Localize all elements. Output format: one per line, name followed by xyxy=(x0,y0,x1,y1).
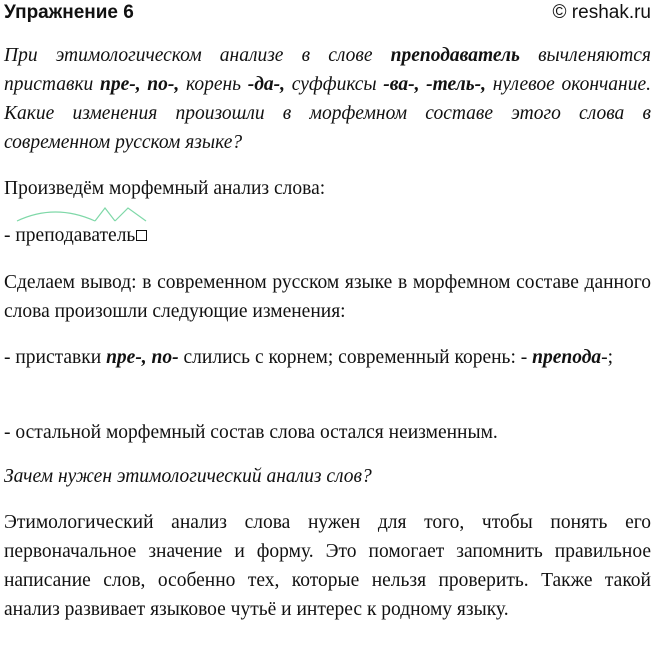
morpheme-marks xyxy=(15,207,155,223)
text: слились с корнем; современный корень: - xyxy=(178,347,533,368)
answer: Этимологический анализ слова нужен для того, чтобы понять его первоначальное значение и форму. Это помогает запомнить правильное написание слов, особенно тех, которые нельзя проверить. Также такой анализ развивает языковое чутьё и интерес к родному языку. xyxy=(4,512,651,620)
conclusion: Сделаем вывод: в современном русском языке в морфемном составе данного слова произошли следующие изменения: xyxy=(4,272,651,322)
task-part: суффиксы xyxy=(285,74,384,95)
task-part: нулевое окончание. Какие изменения произошли в морфемном составе этого слова в современном русском языке? xyxy=(4,74,652,153)
word: преподаватель xyxy=(15,225,136,246)
morpheme-analysis xyxy=(4,221,651,250)
point-1 xyxy=(4,343,651,372)
prefixes: пре-, по- xyxy=(106,347,179,368)
task-word: преподаватель xyxy=(390,45,520,66)
question: Зачем нужен этимологический анализ слов? xyxy=(4,466,372,487)
task-part: корень xyxy=(179,74,248,95)
text: -; xyxy=(601,347,614,368)
morpheme-word xyxy=(15,221,135,250)
dash: - xyxy=(4,225,16,246)
point-2: - остальной морфемный состав слова остался неизменным. xyxy=(4,422,498,443)
intro: Произведём морфемный анализ слова: xyxy=(4,178,326,199)
null-ending-icon xyxy=(136,230,147,241)
task-part: вычленяются приставки xyxy=(4,45,651,95)
task-root: -да-, xyxy=(247,74,286,95)
copyright: © reshak.ru xyxy=(552,2,651,23)
task-suffixes: -ва-, -тель-, xyxy=(383,74,487,95)
task-part: При этимологическом анализе в слове xyxy=(4,45,391,66)
text: - приставки xyxy=(4,347,107,368)
task-text xyxy=(4,41,651,157)
task-prefixes: пре-, по-, xyxy=(100,74,180,95)
modern-root: препода xyxy=(532,347,602,368)
header xyxy=(4,0,651,26)
exercise-title: Упражнение 6 xyxy=(4,2,134,23)
